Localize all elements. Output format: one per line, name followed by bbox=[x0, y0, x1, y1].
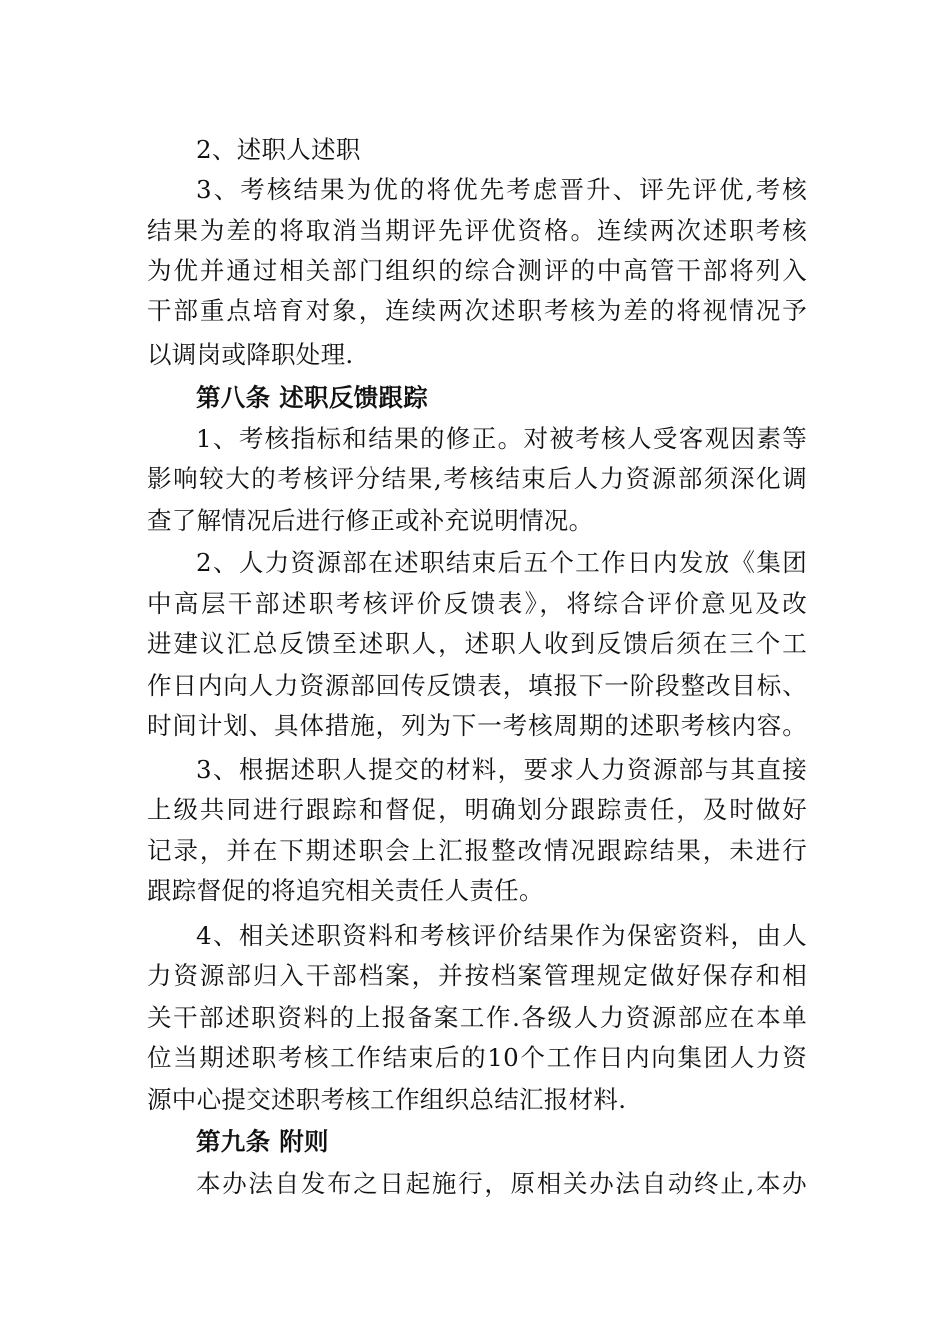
item-2-speech: 2、述职人述职 bbox=[196, 135, 361, 164]
article-8-item-1-line-3: 查了解情况后进行修正或补充说明情况。 bbox=[147, 506, 594, 535]
item-3-text-line-2: 结果为差的将取消当期评先评优资格。连续两次述职考核 bbox=[147, 216, 807, 245]
item-3-text-line-3: 为优并通过相关部门组织的综合测评的中高管干部将列入 bbox=[147, 256, 807, 285]
article-8-item-1-line-1: 1、考核指标和结果的修正。对被考核人受客观因素等 bbox=[196, 424, 807, 453]
article-8-item-2-line-5: 时间计划、具体措施，列为下一考核周期的述职考核内容。 bbox=[147, 711, 807, 740]
article-8-item-4-line-2: 力资源部归入干部档案，并按档案管理规定做好保存和相 bbox=[147, 961, 807, 990]
article-8-item-3-line-2: 上级共同进行跟踪和督促，明确划分跟踪责任，及时做好 bbox=[147, 795, 807, 824]
article-8-item-3-line-4: 跟踪督促的将追究相关责任人责任。 bbox=[147, 876, 544, 905]
article-9-heading: 第九条 附则 bbox=[196, 1127, 329, 1156]
item-3-text-line-1: 3、考核结果为优的将优先考虑晋升、评先评优,考核 bbox=[196, 175, 807, 204]
article-8-item-2-line-1: 2、人力资源部在述职结束后五个工作日内发放《集团 bbox=[196, 548, 807, 577]
article-8-heading: 第八条 述职反馈跟踪 bbox=[196, 383, 429, 412]
article-8-item-1-line-2: 影响较大的考核评分结果,考核结束后人力资源部须深化调 bbox=[147, 464, 807, 493]
item-3-text-line-4: 干部重点培育对象，连续两次述职考核为差的将视情况予 bbox=[147, 296, 807, 325]
article-8-item-3-line-1: 3、根据述职人提交的材料，要求人力资源部与其直接 bbox=[196, 755, 807, 784]
article-8-item-2-line-3: 进建议汇总反馈至述职人，述职人收到反馈后须在三个工 bbox=[147, 629, 807, 658]
article-8-item-2-line-4: 作日内向人力资源部回传反馈表，填报下一阶段整改目标、 bbox=[147, 671, 807, 700]
article-8-item-2-line-2: 中高层干部述职考核评价反馈表》，将综合评价意见及改 bbox=[147, 589, 807, 618]
article-8-item-4-line-4: 位当期述职考核工作结束后的10个工作日内向集团人力资 bbox=[147, 1043, 807, 1072]
article-8-item-4-line-1: 4、相关述职资料和考核评价结果作为保密资料，由人 bbox=[196, 921, 807, 950]
article-8-item-3-line-3: 记录，并在下期述职会上汇报整改情况跟踪结果，未进行 bbox=[147, 836, 807, 865]
article-8-item-4-line-5: 源中心提交述职考核工作组织总结汇报材料. bbox=[147, 1085, 627, 1114]
article-8-item-4-line-3: 关干部述职资料的上报备案工作.各级人力资源部应在本单 bbox=[147, 1003, 807, 1032]
article-9-text-line-1: 本办法自发布之日起施行，原相关办法自动终止,本办 bbox=[196, 1169, 807, 1198]
item-3-text-line-5: 以调岗或降职处理. bbox=[147, 340, 354, 369]
